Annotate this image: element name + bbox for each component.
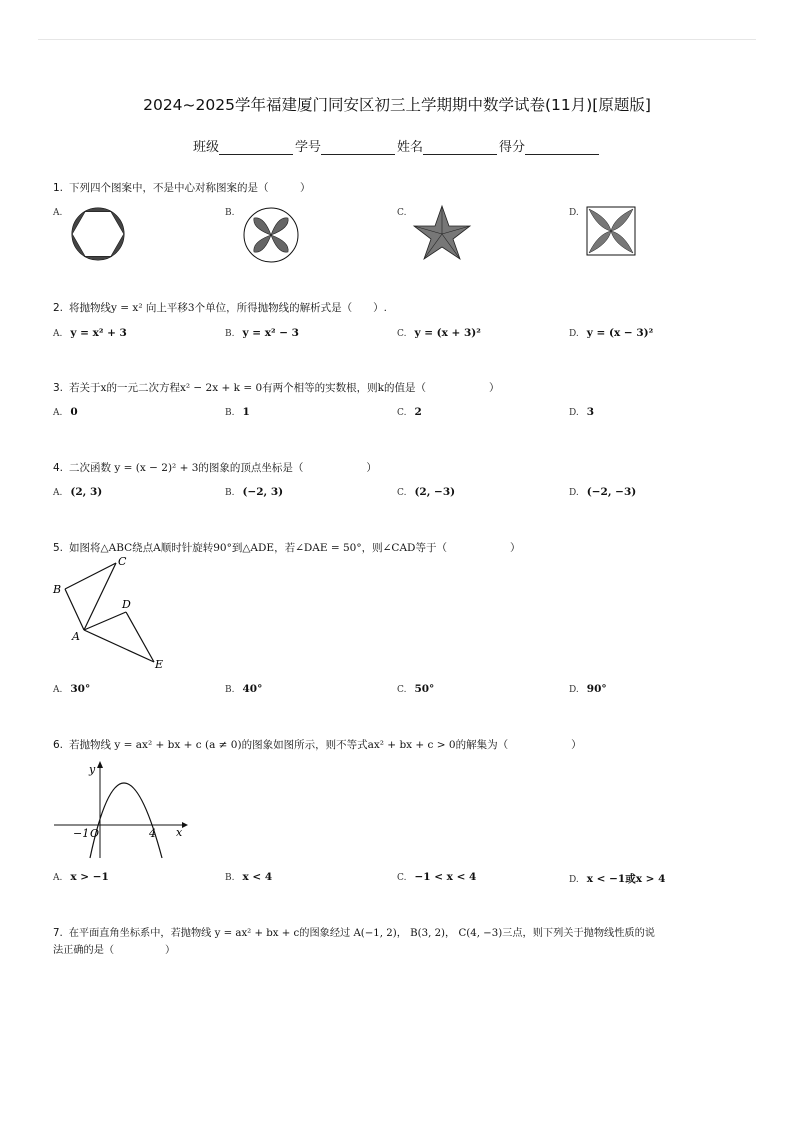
question-7: 7. 在平面直角坐标系中，若抛物线 y = ax² + bx + c的图象经过 A(−1, 2)， B(3, 2)， C(4, −3)三点，则下列关于抛物线性质的说 [53,928,655,939]
q6-label-x: x [176,826,183,839]
class-blank[interactable] [219,140,293,155]
q4-option-a[interactable]: A. (2, 3) [53,486,103,498]
page-title: 2024~2025学年福建厦门同安区初三上学期期中数学试卷(11月)[原题版] [143,96,651,114]
question-5: 5. 如图将△ABC绕点A顺时针旋转90°到△ADE，若∠DAE = 50°，则∠CAD等于（ ） [53,542,521,554]
q1-figure-d-square-pinwheel [586,206,636,256]
q6-label-minus-one: −1 [73,827,90,840]
id-field: 学号 [295,136,397,155]
q4-option-d[interactable]: D. (−2, −3) [569,486,637,498]
q6-parabola-graph [50,758,190,864]
q1-figure-c-star [412,204,472,260]
q1-figure-a-hexagon-circle [70,206,126,262]
question-1: 1. 下列四个图案中，不是中心对称图案的是（ ） [53,182,311,194]
q5-label-b: B [53,583,62,596]
q2-option-b[interactable]: B. y = x² − 3 [225,327,299,339]
question-6: 6. 若抛物线 y = ax² + bx + c (a ≠ 0)的图象如图所示，则不等式ax² + bx + c > 0的解集为（ ） [53,739,582,751]
q5-option-b[interactable]: B. 40° [225,683,263,695]
q5-label-d: D [122,598,131,611]
header-rule [38,39,756,40]
q2-option-d[interactable]: D. y = (x − 3)² [569,327,654,339]
q6-label-origin: O [90,827,100,840]
question-7-continued: 法正确的是（ ） [53,945,176,956]
q6-option-b[interactable]: B. x < 4 [225,871,273,883]
q5-label-c: C [118,555,127,568]
question-4: 4. 二次函数 y = (x − 2)² + 3的图象的顶点坐标是（ ） [53,462,377,474]
name-blank[interactable] [423,140,497,155]
q4-option-b[interactable]: B. (−2, 3) [225,486,284,498]
q1-option-b-label: B. [225,208,235,218]
q2-option-a[interactable]: A. y = x² + 3 [53,327,127,339]
q5-option-a[interactable]: A. 30° [53,683,91,695]
q3-option-c[interactable]: C. 2 [397,406,422,418]
q3-option-b[interactable]: B. 1 [225,406,250,418]
q3-option-d[interactable]: D. 3 [569,406,595,418]
id-blank[interactable] [321,140,395,155]
q4-option-c[interactable]: C. (2, −3) [397,486,456,498]
student-info-row [0,136,794,155]
q6-option-c[interactable]: C. −1 < x < 4 [397,871,477,883]
q6-option-d[interactable]: D. x < −1或x > 4 [569,873,666,885]
q5-label-e: E [155,658,164,671]
q5-rotation-figure [48,552,173,672]
class-field: 班级 [193,136,295,155]
q6-option-a[interactable]: A. x > −1 [53,871,109,883]
q1-option-c-label: C. [397,208,407,218]
name-field: 姓名 [397,136,499,155]
q3-option-a[interactable]: A. 0 [53,406,78,418]
question-3: 3. 若关于x的一元二次方程x² − 2x + k = 0有两个相等的实数根，则k的值是（ ） [53,382,500,394]
q5-option-d[interactable]: D. 90° [569,683,607,695]
q5-option-c[interactable]: C. 50° [397,683,435,695]
q6-label-y: y [89,763,96,776]
score-blank[interactable] [525,140,599,155]
q2-option-c[interactable]: C. y = (x + 3)² [397,327,481,339]
q1-option-d-label: D. [569,208,579,218]
q1-figure-b-petals [242,206,300,264]
q5-label-a: A [72,630,80,643]
score-field: 得分 [499,136,601,155]
q1-option-a-label: A. [53,208,63,218]
q6-label-four: 4 [149,827,156,840]
question-2: 2. 将抛物线y = x² 向上平移3个单位，所得抛物线的解析式是（ ）. [53,302,387,314]
